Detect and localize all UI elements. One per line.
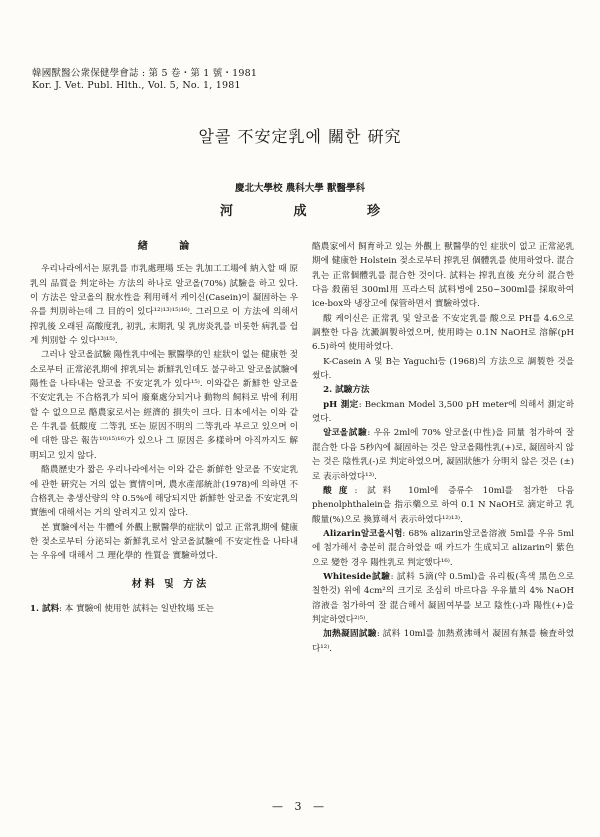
methods-sample-label: 1. 試料 [30, 603, 60, 614]
author-name: 河 成 珍 [219, 204, 409, 219]
method-item-label: 알코올試驗 [323, 428, 368, 439]
sample-paragraph: 酪農家에서 飼育하고 있는 外觀上 獸醫學的인 症狀이 없고 正常泌乳期에 健康한 Holstein 젖소로부터 搾乳된 個體乳를 使用하였다. 混合乳는 正常個體乳를 混合한 것이다. 試料는 搾乳直後 充分히 混合한 다음 殺菌된 300ml用 프라스틱 試料병에 250~300ml를 採取하여 ice-box와 냉장고에 保管하면서 實驗하였다. [312, 242, 574, 310]
method-item-label: Whiteside試驗 [323, 571, 391, 582]
methods-sample-line [30, 602, 298, 616]
method-item-text: : 試料 10ml에 증류수 10ml를 첨가한 다음 phenolphthalein을 指示藥으로 하여 0.1 N NaOH로 滴定하고 乳酸量(%)으로 換算해서 表示하였다¹²⁾¹³⁾. [312, 485, 574, 525]
intro-paragraph: 본 實驗에서는 牛體에 外觀上獸醫學的症狀이 없고 正常乳期에 健康한 젖소로부터 分泌되는 新鮮乳로서 알코올試驗에 不安定性을 나타내는 우유에 대해서 그 理化學的 性質을 實驗하였다. [30, 522, 298, 562]
method-item [312, 627, 574, 656]
journal-title-english: Kor. J. Vet. Publ. Hlth., Vol. 5, No. 1, 1981 [32, 80, 241, 91]
sample-paragraph: 酸 케이신은 正常乳 및 알코올 不安定乳를 酸으로 PH를 4.6으로 調整한 다음 沈澱調製하였으며, 使用時는 0.1N NaOH로 溶解(pH 6.5)하여 使用하였다. [312, 313, 574, 353]
method-item [312, 398, 574, 427]
method-item-text: : 試料 10ml를 加熱煮沸해서 凝固有無를 檢査하였다¹²⁾. [312, 629, 574, 654]
method-item [312, 570, 574, 627]
paper-title: 알콜 不安定乳에 關한 硏究 [198, 127, 402, 146]
method-item [312, 426, 574, 483]
method-item-text: : 우유 2ml에 70% 알코올(中性)을 同量 첨가하여 잘 混合한 다음 5秒內에 凝固하는 것은 알코올陽性乳(+)로, 凝固하지 않는 것은 陰性乳(-)로 判定하였으며, 凝固狀態가 分明치 않은 것은 (±)로 表示하였다¹³⁾. [312, 428, 574, 482]
author-affiliation: 慶北大學校 農科大學 獸醫學科 [234, 183, 366, 194]
method-item-label: 加熱凝固試驗 [323, 629, 377, 640]
methods-sample-text: : 本 實驗에 使用한 試料는 일반牧場 또는 [59, 603, 214, 614]
method-item-text: : Beckman Model 3,500 pH meter에 의해서 測定하였다. [312, 399, 575, 425]
intro-heading: 緖 論 [137, 241, 204, 252]
intro-paragraph: 우리나라에서는 原乳를 市乳處理場 또는 乳加工工場에 納入할 때 原乳의 品質을 判定하는 方法의 하나로 알코올(70%) 試驗을 하고 있다. 이 方法은 알코올의 脫水性을 利用해서 케이신(Casein)이 凝固하는 우유를 判別하는데 그 目的이 있다¹²⁾¹³⁾¹⁵⁾¹⁶⁾. 그러므로 이 方法에 의해서 搾乳後 오래된 高酸度乳, 初乳, 末期乳 및 乳房炎乳를 비롯한 病乳를 쉽게 判別할 수 있다¹³⁾¹⁵⁾. [30, 264, 298, 347]
page-number: — 3 — [272, 800, 328, 813]
method-item-text: : 試料 5滴(약 0.5ml)을 유리板(흑색 黑色으로 칠한것) 위에 4cm²의 크기로 조심히 바르다음 우유量의 4% NaOH溶液을 첨가하여 잘 混合해서 凝固여부를 보고 陰性(-)과 陽性(+)을 判定하였다²⁾⁵⁾. [312, 571, 574, 625]
journal-title-korean: 韓國獸醫公衆保健學會誌 : 第 5 卷・第 1 號・1981 [32, 68, 258, 79]
method-item [312, 484, 574, 527]
intro-paragraph: 그러나 알코올試驗 陽性乳中에는 獸醫學的인 症狀이 없는 健康한 젖소로부터 正常泌乳期에 搾乳되는 新鮮乳인데도 불구하고 알코올試驗에 陽性을 나타내는 알코올 不安定乳가 있다¹⁵⁾. 이와같은 新鮮한 알코올 不安定乳는 不合格乳가 되어 廢棄處分되거나 動物의 飼料로 밖에 利用할 수 없으므로 酪農家로서는 經濟的 損失이 크다. 日本에서는 이와 같은 牛乳를 低酸度 二等乳 또는 原因不明의 二等乳라 부르고 있으며 이에 대한 많은 報告¹⁰⁾¹⁵⁾¹⁶⁾가 있으나 그 原因은 多樣하며 아직까지도 解明되고 있지 않다. [30, 350, 298, 461]
method-item-text: : 68% alizarin알코올溶液 5ml를 우유 5ml에 첨가해서 충분히 混合하였을 때 카드가 生成되고 alizarin이 紫色으로 變한 경우 陽性乳로 判定했다¹⁶⁾. [312, 528, 574, 568]
method-item [312, 527, 574, 570]
method-item-label: 酸度 [323, 485, 355, 496]
method-item-label: pH 測定 [323, 399, 359, 410]
methods-heading: 材料 및 方法 [131, 578, 210, 590]
methods-subheading: 2. 試驗方法 [323, 385, 370, 396]
right-column [312, 240, 574, 656]
method-item-label: Alizarin알코올시험 [323, 528, 403, 539]
sample-paragraph: K-Casein A 및 B는 Yaguchi등 (1968)의 方法으로 調製한 것을 썼다. [312, 356, 574, 382]
journal-header [32, 68, 257, 92]
intro-paragraph: 酪農歷史가 짧은 우리나라에서는 이와 같은 新鮮한 알코올 不安定乳에 관한 硏究는 거의 없는 實情이며, 農水產部統計(1978)에 의하면 不合格乳는 총생산량의 약 0.5%에 해당되지만 新鮮한 알코올 不安定乳의 實態에 대해서는 거의 알려지고 있지 않다. [30, 465, 298, 519]
left-column [30, 240, 298, 616]
